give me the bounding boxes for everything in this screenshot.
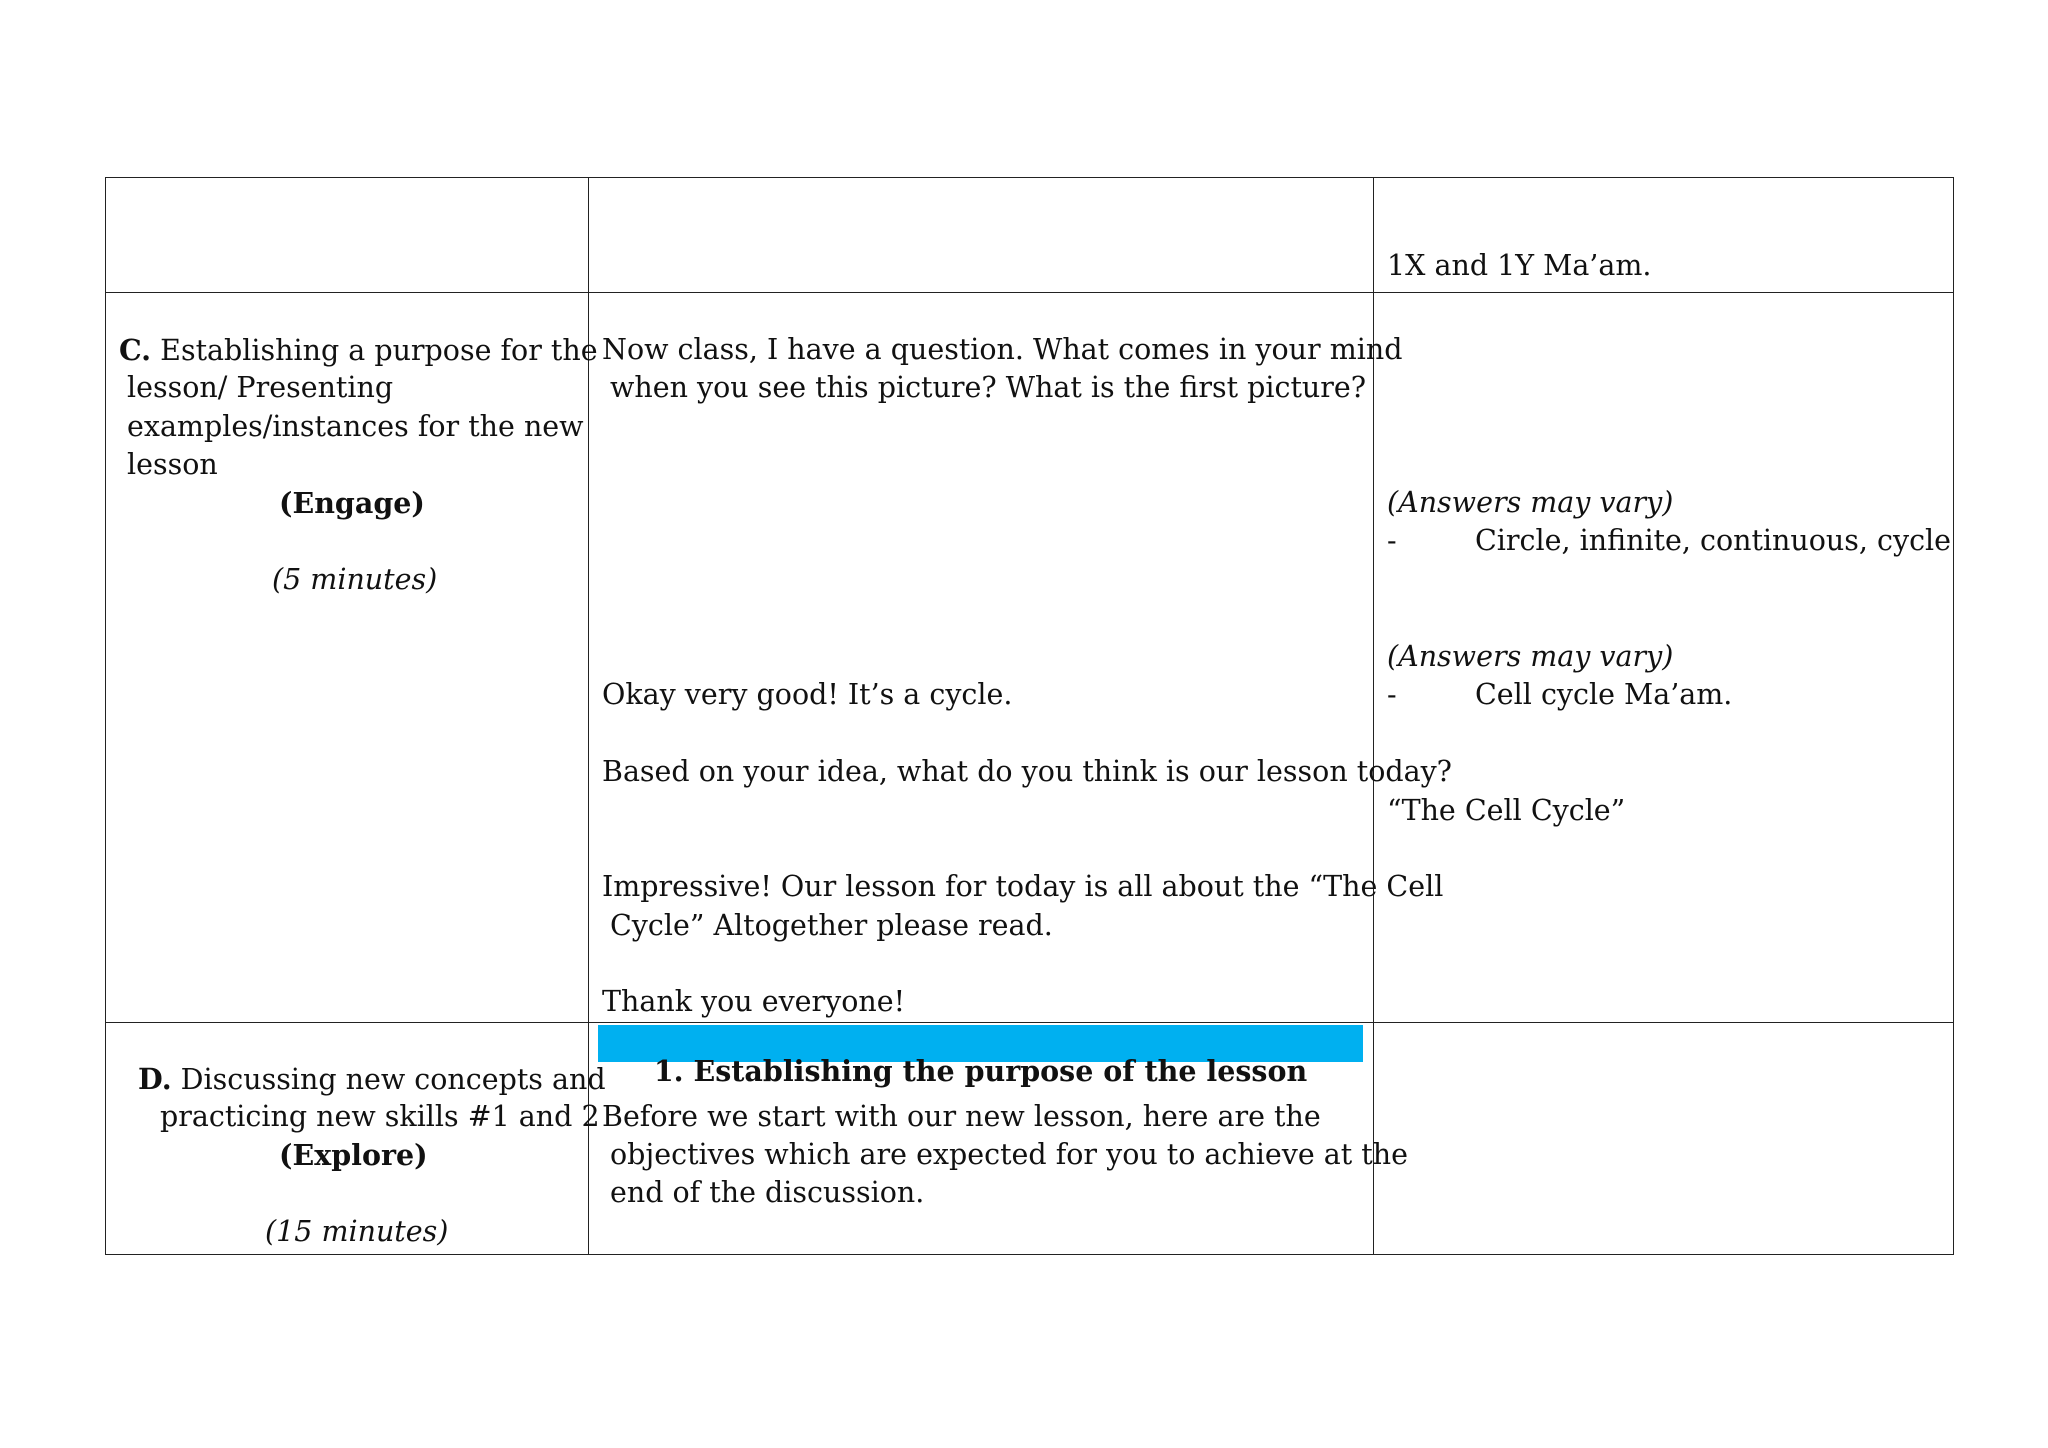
teacher-feedback: Okay very good! It’s a cycle. [602,678,1013,711]
student-activity-cell [1374,178,1954,293]
section-title: practicing new skills #1 and 2 [160,1100,600,1133]
section-title: lesson/ Presenting [127,371,394,404]
section-letter: C. [119,333,152,367]
student-response: 1X and 1Y Ma’am. [1387,249,1652,282]
teacher-statement: Impressive! Our lesson for today is all about the “The Cell [602,870,1444,903]
section-heading-line [119,331,598,371]
teacher-statement: Cycle” Altogether please read. [610,909,1053,942]
table-row [106,293,1954,1023]
section-title: Discussing new concepts and [171,1063,606,1096]
teacher-statement: end of the discussion. [610,1176,925,1209]
table-row [106,1023,1954,1255]
duration-label: (15 minutes) [265,1215,449,1248]
procedure-cell [106,1023,606,1255]
student-answer: Cell cycle Ma’am. [1475,678,1733,711]
teacher-question: Now class, I have a question. What comes in your mind [602,333,1403,366]
section-heading-line [138,1060,606,1100]
teacher-statement: objectives which are expected for you to achieve at the [610,1138,1408,1171]
section-letter: D. [138,1062,172,1096]
procedure-cell [106,293,598,1023]
section-title: Establishing a purpose for the [151,334,598,367]
teacher-activity-cell [589,293,1452,1023]
student-activity-cell [1374,293,1954,1023]
teacher-question: Based on your idea, what do you think is our lesson today? [602,755,1452,788]
student-activity-cell [1374,1023,1954,1255]
lesson-plan-table [105,177,1954,1255]
duration-label: (5 minutes) [272,563,438,596]
student-answer: Circle, infinite, continuous, cycle [1475,524,1952,557]
procedure-cell [106,178,589,293]
phase-label: (Engage) [279,486,425,520]
teacher-activity-cell [589,1023,1408,1255]
section-title: lesson [127,448,218,481]
answer-note: (Answers may vary) [1387,640,1674,673]
teacher-closing: Thank you everyone! [602,985,906,1018]
student-reading: “The Cell Cycle” [1387,794,1626,827]
phase-label: (Explore) [279,1138,428,1172]
table-row [106,178,1954,293]
answer-note: (Answers may vary) [1387,486,1674,519]
teacher-question: when you see this picture? What is the first picture? [610,371,1367,404]
activity-heading: 1. Establishing the purpose of the lesson [653,1053,1308,1088]
bullet-dash: - [1387,678,1397,711]
teacher-statement: Before we start with our new lesson, here are the [602,1100,1321,1133]
bullet-dash: - [1387,524,1397,557]
teacher-activity-cell [589,178,1374,293]
section-title: examples/instances for the new [127,410,584,443]
